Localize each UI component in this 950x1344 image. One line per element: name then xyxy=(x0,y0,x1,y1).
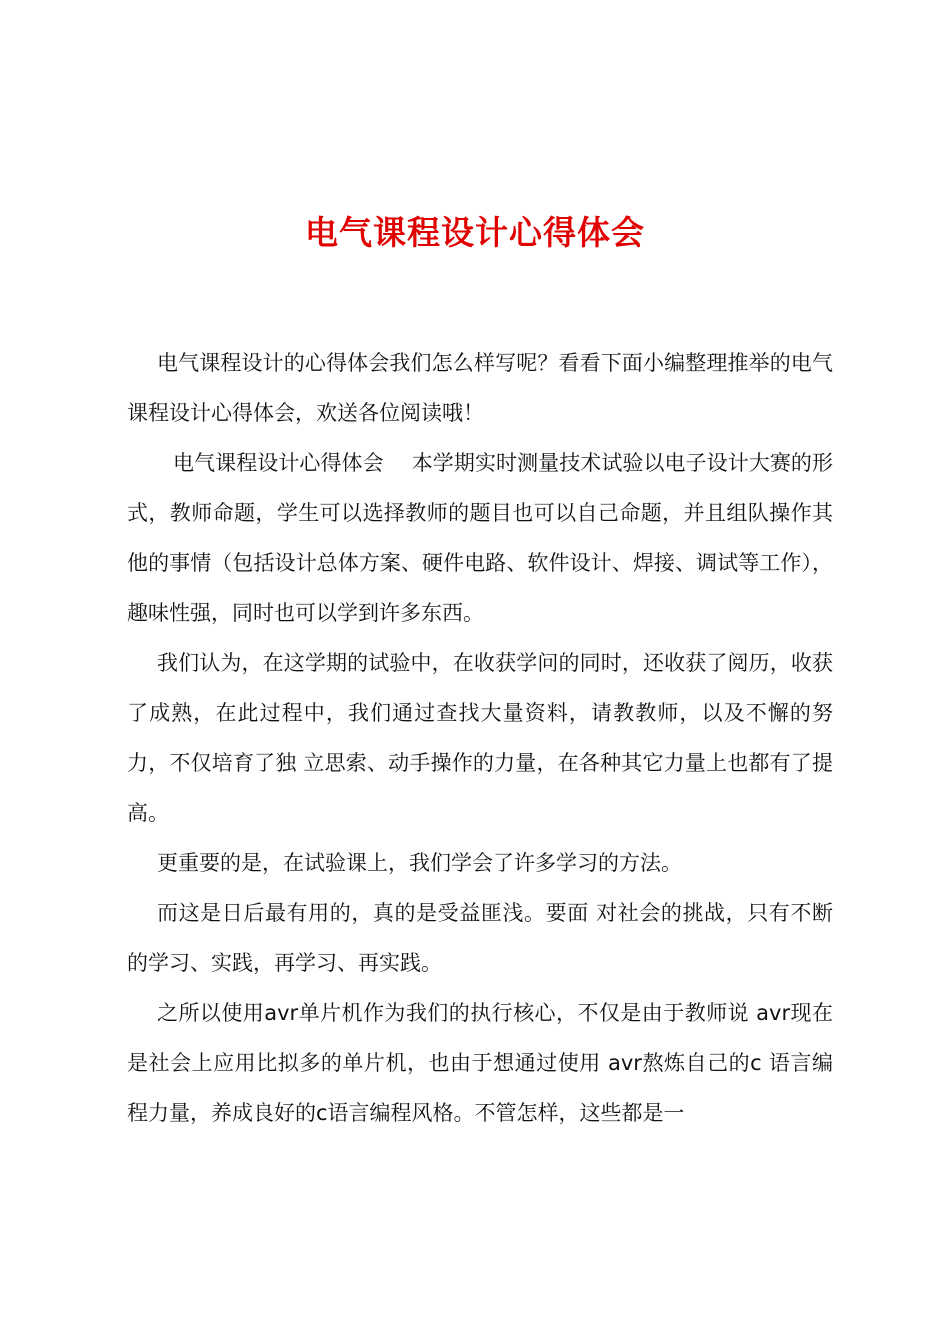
section-heading: 电气课程设计心得体会 xyxy=(173,451,384,475)
paragraph-experience: 我们认为，在这学期的试验中，在收获学问的同时，还收获了阅历，收获了成熟，在此过程中，我们通过查找大量资料，请教教师，以及不懈的努力，不仅培育了独 立思索、动手操作的力量，在各种其它力量上也都有了提高。 xyxy=(127,651,833,825)
paragraph-avr: 之所以使用avr单片机作为我们的执行核心，不仅是由于教师说 avr现在是社会上应用比拟多的单片机，也由于想通过使用 avr熬炼自己的c 语言编程力量，养成良好的c语言编程风格。不管怎样，这些都是一 xyxy=(127,1001,833,1125)
paragraph-benefit: 而这是日后最有用的，真的是受益匪浅。要面 对社会的挑战，只有不断的学习、实践，再学习、再实践。 xyxy=(127,901,833,975)
section-text: 本学期实时测量技术试验以电子设计大赛的形式，教师命题，学生可以选择教师的题目也可以自己命题，并且组队操作其他的事情（包括设计总体方案、硬件电路、软件设计、焊接、调试等工作），趣味性强，同时也可以学到许多东西。 xyxy=(127,451,834,625)
paragraph-methods: 更重要的是，在试验课上，我们学会了许多学习的方法。 xyxy=(157,851,682,875)
paragraph-intro: 电气课程设计的心得体会我们怎么样写呢？看看下面小编整理推举的电气课程设计心得体会，欢送各位阅读哦！ xyxy=(127,351,833,425)
paragraph-section xyxy=(127,438,833,638)
document-title: 电气课程设计心得体会 xyxy=(305,213,645,252)
document-body xyxy=(127,338,833,1138)
